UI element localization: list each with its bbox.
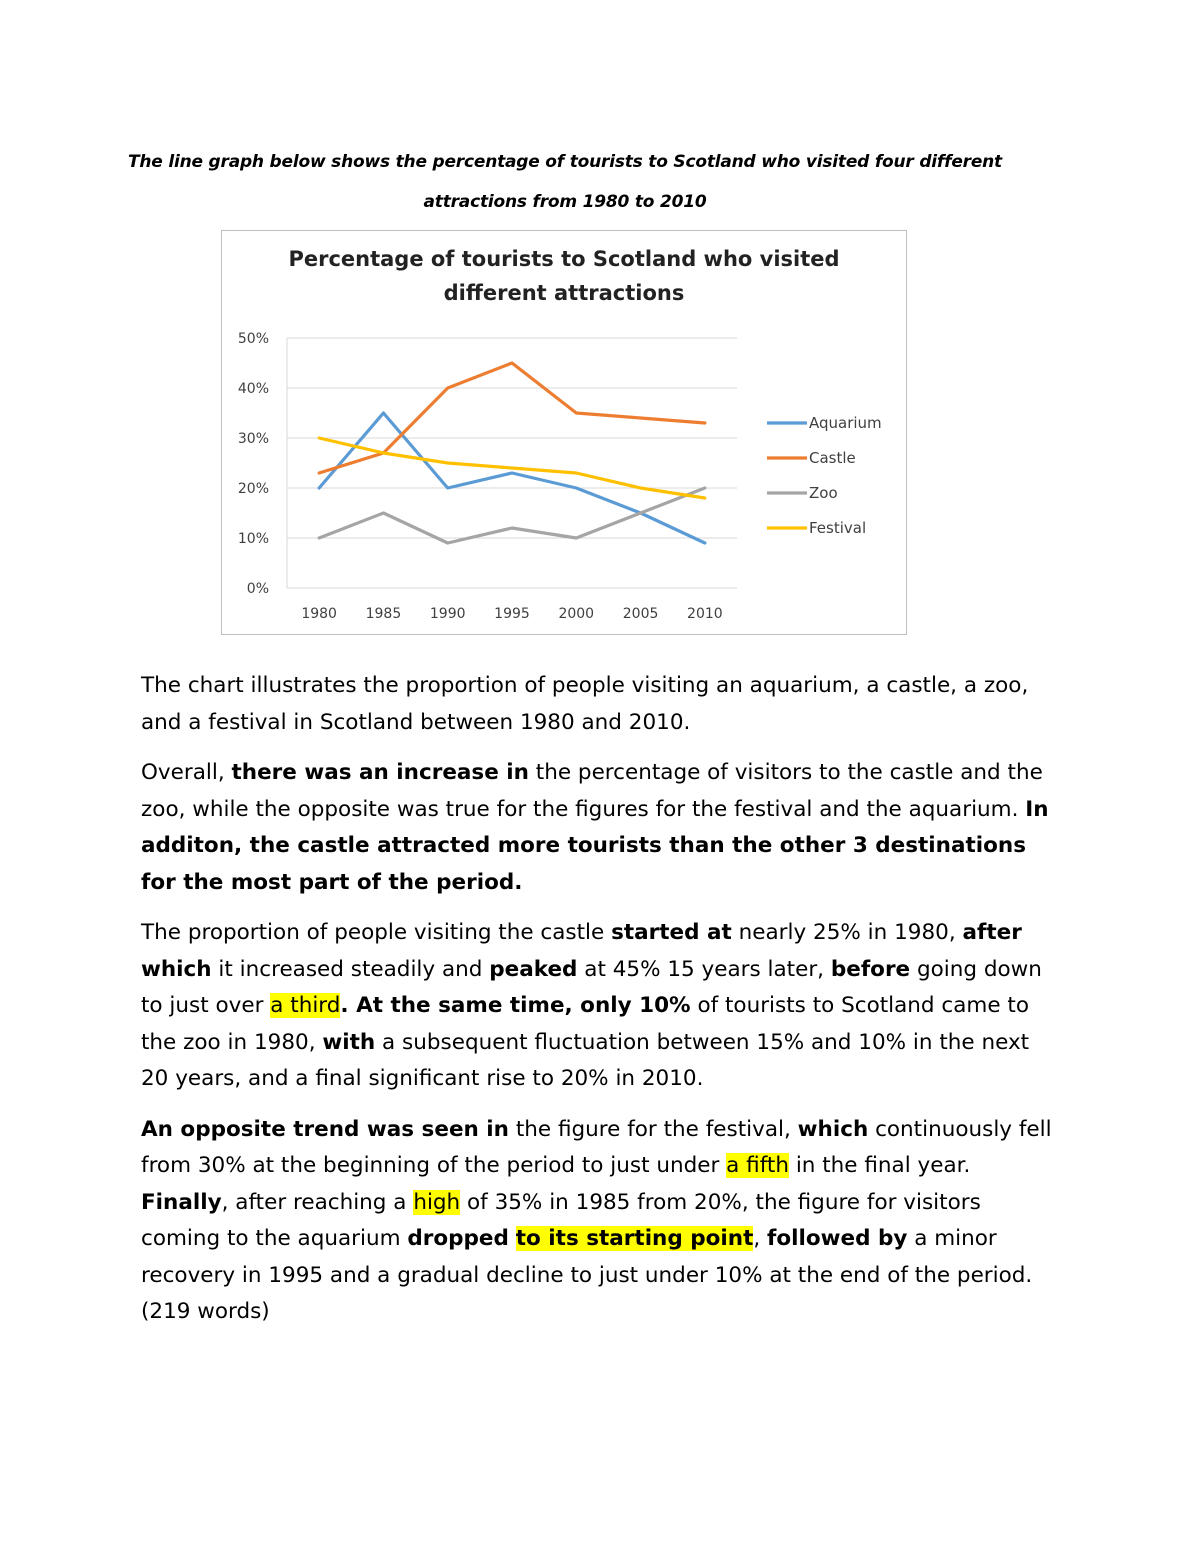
x-tick-label: 2000: [558, 606, 595, 622]
highlighted-phrase: high: [413, 1189, 461, 1215]
essay-paragraph-4: [141, 1112, 1061, 1331]
legend-label-castle: Castle: [809, 449, 856, 467]
essay-body: [141, 668, 1061, 1345]
chart-title-line-2: different attractions: [443, 281, 685, 305]
task-prompt-line-1: The line graph below shows the percentage of tourists to Scotland who visited four different: [127, 152, 1002, 172]
y-tick-label: 20%: [237, 481, 269, 497]
bold-phrase: An opposite trend was seen in: [141, 1116, 509, 1142]
text-run: Overall,: [141, 760, 232, 785]
highlighted-bold-phrase: to its starting point: [515, 1226, 754, 1251]
bold-phrase: . At the same time, only 10%: [340, 993, 691, 1018]
text-run: a subsequent fluctuation between 15% and 10% in the next 20 years, and a final significant rise to 20% in 2010.: [141, 1029, 1030, 1091]
legend-label-festival: Festival: [809, 519, 867, 537]
bold-phrase: started at: [611, 920, 732, 945]
text-run: the figure for the festival,: [509, 1116, 798, 1142]
text-run: at 45% 15 years later,: [577, 956, 831, 982]
y-tick-label: 40%: [237, 381, 269, 397]
essay-paragraph-3: [141, 915, 1061, 1098]
chart-title-line-1: Percentage of tourists to Scotland who visited: [288, 247, 840, 271]
bold-phrase: after which: [141, 920, 1022, 982]
bold-phrase: Finally: [141, 1189, 222, 1215]
task-prompt-line-2: attractions from 1980 to 2010: [423, 192, 707, 212]
y-tick-label: 30%: [237, 431, 269, 447]
bold-phrase: In additon, the castle attracted more tourists than the other 3 destinations for the most part of the period.: [141, 796, 1049, 895]
text-run: ,: [753, 1226, 768, 1251]
essay-paragraph-1: The chart illustrates the proportion of people visiting an aquarium, a castle, a zoo, and a festival in Scotland between 1980 and 2010.: [141, 673, 1029, 735]
x-tick-label: 1980: [301, 606, 337, 622]
x-tick-label: 2005: [622, 606, 659, 622]
text-run: of tourists to Scotland came to the zoo in 1980,: [141, 993, 1030, 1055]
text-run: [509, 1226, 516, 1251]
x-tick-label: 1990: [429, 606, 466, 622]
text-run: continuously fell from 30% at the beginning of the period to just under: [141, 1116, 1052, 1178]
legend-label-zoo: Zoo: [809, 484, 838, 502]
bold-phrase: with: [322, 1029, 376, 1055]
series-line-castle: [319, 363, 705, 473]
text-run: in the final year.: [788, 1153, 971, 1178]
x-tick-label: 2010: [687, 606, 723, 622]
highlighted-phrase: a fifth: [726, 1153, 789, 1178]
bold-phrase: peaked: [489, 956, 578, 982]
text-run: going down to just over: [141, 956, 1042, 1018]
y-tick-label: 10%: [237, 531, 269, 547]
x-tick-label: 1985: [365, 606, 402, 622]
text-run: The proportion of people visiting the castle: [141, 920, 612, 945]
text-run: of 35% in 1985 from 20%, the figure for visitors coming to the aquarium: [141, 1189, 981, 1251]
legend-label-aquarium: Aquarium: [809, 414, 882, 432]
bold-phrase: there was an increase in: [231, 760, 529, 785]
y-tick-label: 0%: [246, 581, 269, 597]
text-run: nearly 25% in 1980,: [731, 920, 963, 945]
series-line-festival: [319, 438, 705, 498]
highlighted-phrase: a third: [270, 993, 341, 1018]
bold-phrase: which: [797, 1116, 869, 1142]
text-run: a minor recovery in 1995 and a gradual decline to just under 10% at the end of the period. (219 words): [141, 1226, 1033, 1324]
text-run: the percentage of visitors to the castle and the zoo, while the opposite was true for the figures for the festival and the aquarium.: [141, 760, 1043, 822]
text-run: , after reaching a: [221, 1189, 414, 1215]
chart-container: [221, 230, 907, 635]
bold-phrase: followed by: [767, 1226, 908, 1251]
bold-phrase: before: [830, 956, 911, 982]
bold-phrase: dropped: [407, 1226, 509, 1251]
series-line-aquarium: [319, 413, 705, 543]
essay-paragraph-2: [141, 755, 1061, 901]
text-run: it increased steadily and: [211, 956, 490, 982]
line-chart: [222, 231, 906, 634]
x-tick-label: 1995: [494, 606, 530, 622]
y-tick-label: 50%: [237, 331, 269, 347]
